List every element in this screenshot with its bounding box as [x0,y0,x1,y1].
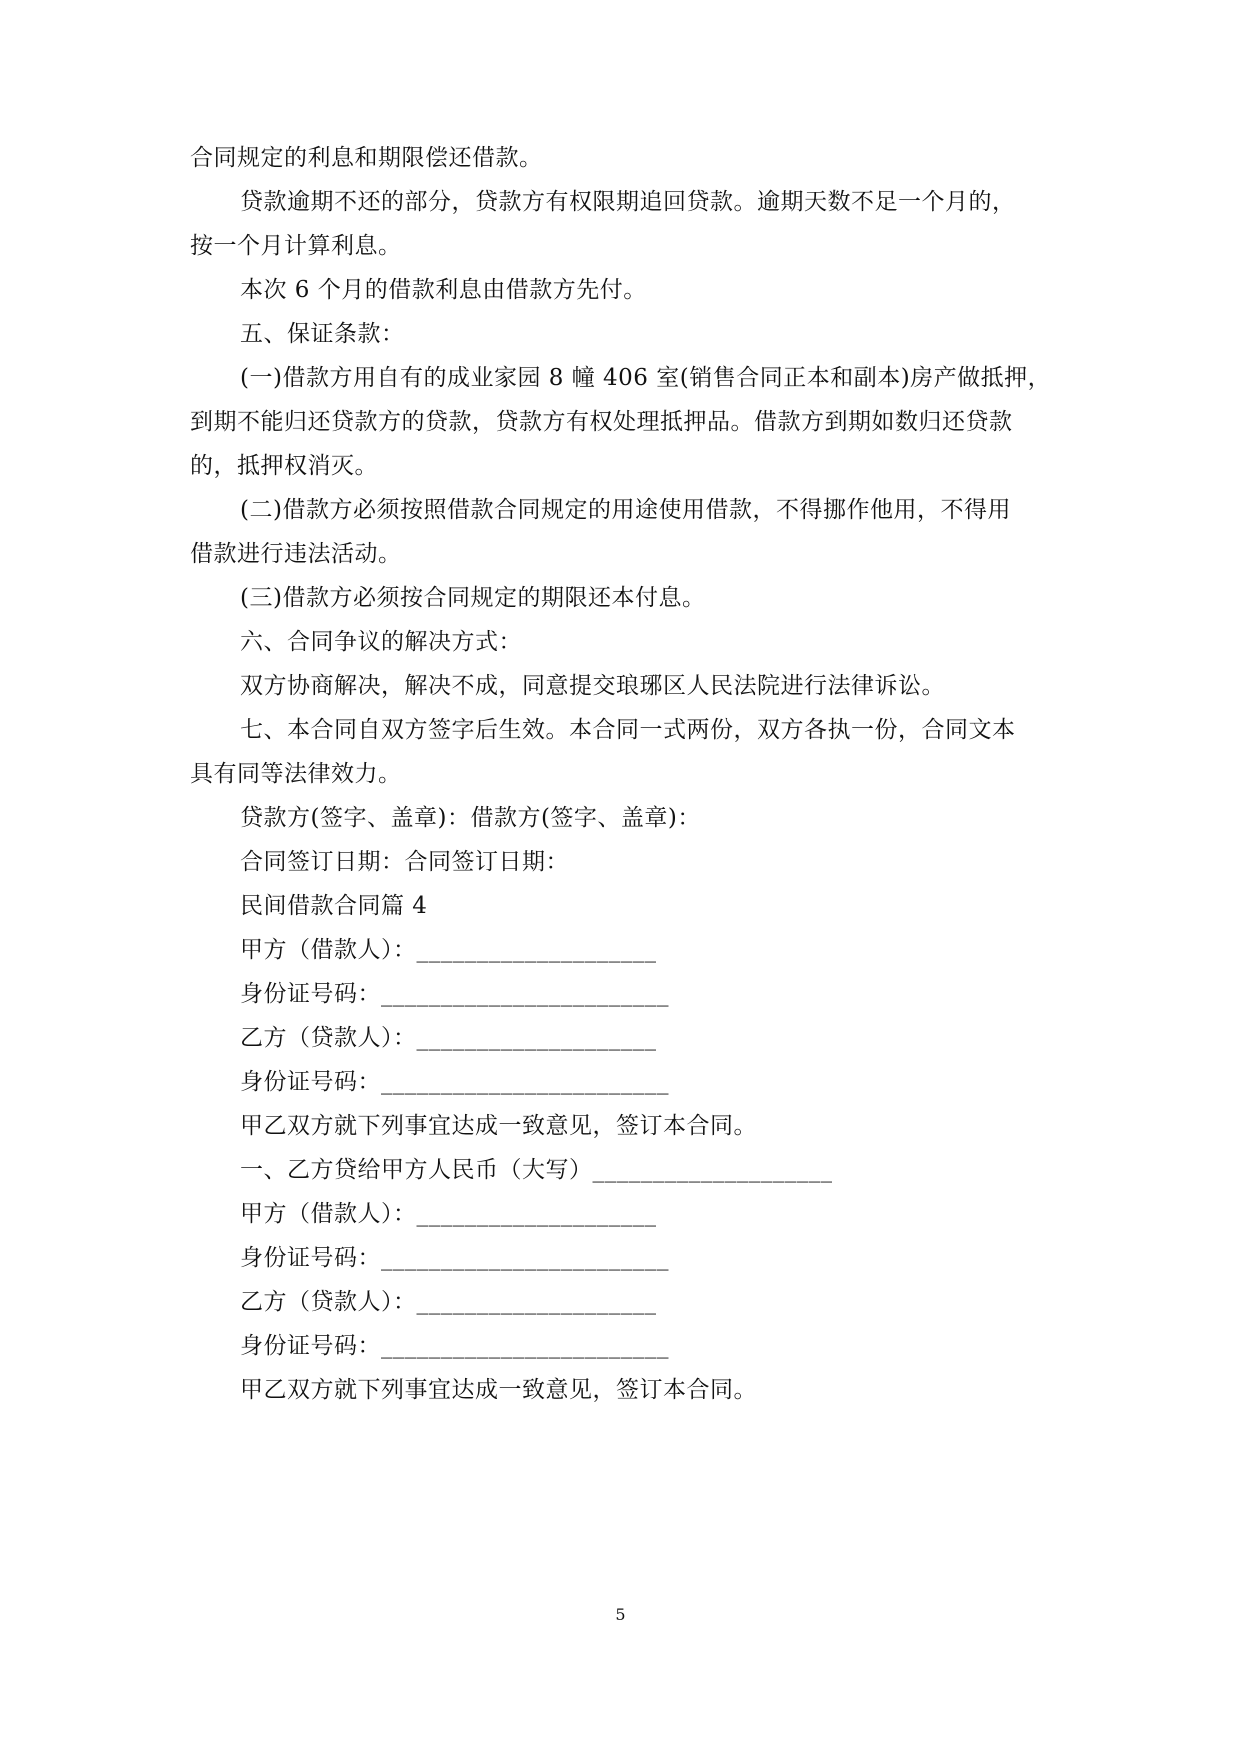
text-line: 的，抵押权消灭。 [190,453,378,479]
text-line: 双方协商解决，解决不成，同意提交琅琊区人民法院进行法律诉讼。 [240,673,945,699]
blank-field-line: 身份证号码：________________________ [240,1069,669,1095]
document-title: 民间借款合同篇 4 [240,893,428,919]
text-line: 按一个月计算利息。 [190,233,402,259]
text-line: (二)借款方必须按照借款合同规定的用途使用借款，不得挪作他用，不得用 [240,497,1011,523]
blank-field-line: 甲方（借款人）：____________________ [240,1201,657,1227]
section-heading: 五、保证条款： [240,321,405,347]
blank-field-line: 一、乙方贷给甲方人民币（大写）____________________ [240,1157,833,1183]
text-line: (三)借款方必须按合同规定的期限还本付息。 [240,585,706,611]
blank-field-line: 甲方（借款人）：____________________ [240,937,657,963]
page-number: 5 [615,1605,626,1624]
signature-line: 贷款方(签字、盖章)：借款方(签字、盖章)： [240,805,701,831]
text-line: 七、本合同自双方签字后生效。本合同一式两份，双方各执一份，合同文本 [240,717,1016,743]
blank-field-line: 乙方（贷款人）：____________________ [240,1025,657,1051]
text-line: 具有同等法律效力。 [190,761,402,787]
date-line: 合同签订日期：合同签订日期： [240,849,569,875]
blank-field-line: 身份证号码：________________________ [240,1245,669,1271]
text-line: 借款进行违法活动。 [190,541,402,567]
section-heading: 六、合同争议的解决方式： [240,629,522,655]
text-line: 合同规定的利息和期限偿还借款。 [190,145,543,171]
text-line: 甲乙双方就下列事宜达成一致意见，签订本合同。 [240,1113,757,1139]
blank-field-line: 乙方（贷款人）：____________________ [240,1289,657,1315]
text-line: 贷款逾期不还的部分，贷款方有权限期追回贷款。逾期天数不足一个月的， [240,189,1016,215]
text-line: 本次 6 个月的借款利息由借款方先付。 [240,277,647,303]
text-line: (一)借款方用自有的成业家园 8 幢 406 室(销售合同正本和副本)房产做抵押， [240,365,1052,391]
blank-field-line: 身份证号码：________________________ [240,981,669,1007]
text-line: 甲乙双方就下列事宜达成一致意见，签订本合同。 [240,1377,757,1403]
blank-field-line: 身份证号码：________________________ [240,1333,669,1359]
text-line: 到期不能归还贷款方的贷款，贷款方有权处理抵押品。借款方到期如数归还贷款 [190,409,1013,435]
